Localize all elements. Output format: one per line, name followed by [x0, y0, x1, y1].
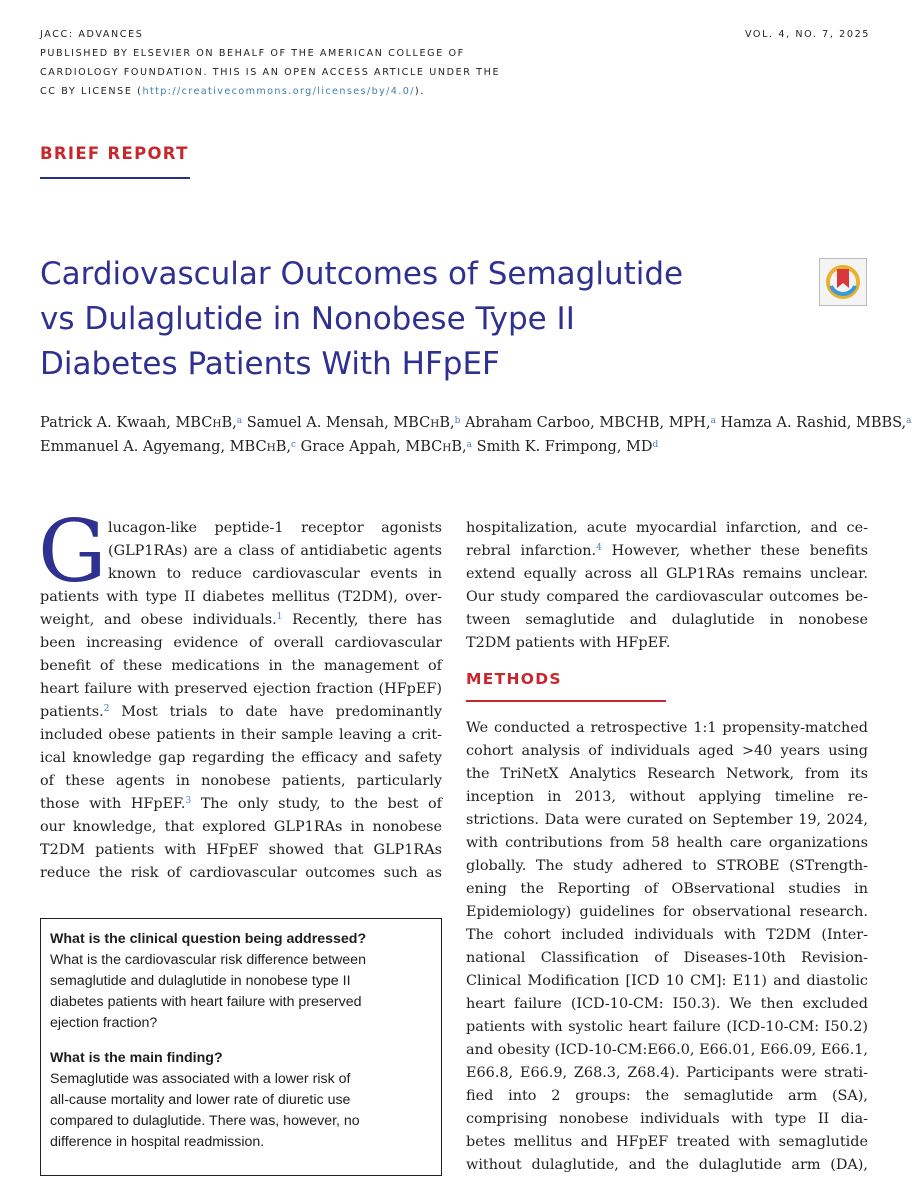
body-line: fied into 2 groups: the semaglutide arm (SA), [466, 1088, 868, 1104]
body-line: Clinical Modification [ICD 10 CM]: E11) and diastolic [466, 973, 868, 989]
box-answer-line: semaglutide and dulaglutide in nonobese type II [50, 973, 351, 989]
article-title [40, 252, 800, 387]
body-line: comprising nonobese individuals with type II dia- [466, 1111, 868, 1127]
body-line: E66.8, E66.9, Z68.3, Z68.4). Participants were strati- [466, 1065, 868, 1081]
body-line: those with HFpEF.$^3$ The only study, to the best of [40, 796, 443, 812]
body-line: lucagon-like peptide-1 receptor agonists [108, 520, 442, 536]
box-answer-line: all-cause mortality and lower rate of diuretic use [50, 1092, 351, 1108]
publisher-line: PUBLISHED BY ELSEVIER ON BEHALF OF THE AMERICAN COLLEGE OF [40, 48, 465, 59]
license-suffix: ). [414, 86, 425, 97]
body-line: strictions. Data were curated on September 19, 2024, [466, 812, 868, 828]
body-line: tween semaglutide and dulaglutide in nonobese [466, 612, 868, 628]
body-line: The cohort included individuals with T2DM (Inter- [466, 927, 868, 943]
methods-heading: METHODS [466, 670, 562, 688]
body-line: the TriNetX Analytics Research Network, from its [466, 766, 868, 782]
box-answer-line: What is the cardiovascular risk difference between [50, 952, 366, 968]
author: Emmanuel A. Agyemang, MBCHB,$^c$ [40, 439, 297, 455]
body-line: heart failure (ICD-10-CM: I50.3). We then excluded [466, 996, 868, 1012]
box-question: What is the main finding? [50, 1050, 223, 1066]
body-line: and obesity (ICD-10-CM:E66.0, E66.01, E66.09, E66.1, [466, 1042, 868, 1058]
author: Hamza A. Rashid, MBBS,$^a$ [720, 415, 912, 431]
citation[interactable]: 2 [103, 704, 110, 714]
publisher-line: CARDIOLOGY FOUNDATION. THIS IS AN OPEN ACCESS ARTICLE UNDER THE [40, 67, 501, 78]
body-line: ical knowledge gap regarding the efficacy and safety [40, 750, 442, 766]
body-line: (GLP1RAs) are a class of antidiabetic agents [108, 543, 442, 559]
article-type: BRIEF REPORT [40, 144, 189, 163]
title-line: Diabetes Patients With HFpEF [40, 346, 500, 382]
author-line [40, 436, 880, 460]
body-line: weight, and obese individuals.$^1$ Recently, there has [40, 612, 443, 628]
intro-continued [466, 517, 868, 655]
body-line: patients with systolic heart failure (ICD-10-CM: I50.2) [466, 1019, 868, 1035]
license-line [40, 82, 560, 101]
body-line: hospitalization, acute myocardial infarction, and ce- [466, 520, 868, 536]
body-line: betes mellitus and HFpEF treated with semaglutide [466, 1134, 868, 1150]
author: Patrick A. Kwaah, MBCHB,$^a$ [40, 415, 243, 431]
box-answer-line: Semaglutide was associated with a lower risk of [50, 1071, 351, 1087]
body-line: We conducted a retrospective 1:1 propensity-matched [466, 720, 868, 736]
body-line: T2DM patients with HFpEF showed that GLP1RAs [40, 842, 442, 858]
body-line: rebral infarction.$^4$ However, whether these benefits [466, 543, 868, 559]
body-line: patients with type II diabetes mellitus (T2DM), over- [40, 589, 442, 605]
box-answer-line: compared to dulaglutide. There was, however, no [50, 1113, 360, 1129]
body-line: with contributions from 58 health care organizations [466, 835, 868, 851]
citation[interactable]: 1 [276, 612, 283, 622]
body-line: T2DM patients with HFpEF. [466, 635, 671, 651]
box-question: What is the clinical question being addressed? [50, 931, 367, 947]
body-line: Our study compared the cardiovascular outcomes be- [466, 589, 868, 605]
box-answer [50, 950, 433, 1034]
body-line: been increasing evidence of overall cardiovascular [40, 635, 442, 651]
title-line: vs Dulaglutide in Nonobese Type II [40, 301, 575, 337]
body-line: inception in 2013, without applying timeline re- [466, 789, 868, 805]
box-answer-line: ejection fraction? [50, 1015, 158, 1031]
drop-cap: G [38, 502, 107, 602]
body-line: extend equally across all GLP1RAs remains unclear. [466, 566, 868, 582]
key-points-box [40, 918, 442, 1176]
author: Grace Appah, MBCHB,$^a$ [300, 439, 473, 455]
body-line: of these agents in nonobese patients, particularly [40, 773, 442, 789]
body-line: patients.$^2$ Most trials to date have predominantly [40, 704, 442, 720]
body-line: ening the Reporting of OBservational studies in [466, 881, 868, 897]
body-line: without dulaglutide, and the dulaglutide arm (DA), [466, 1157, 868, 1173]
citation[interactable]: 4 [596, 543, 602, 553]
intro-body [40, 586, 442, 885]
volume-info: VOL. 4, NO. 7, 2025 [744, 29, 870, 40]
license-prefix: CC BY LICENSE ( [40, 86, 143, 97]
body-line: cohort analysis of individuals aged >40 years using [466, 743, 868, 759]
section-divider [40, 177, 190, 179]
license-link[interactable]: http://creativecommons.org/licenses/by/4.0/ [142, 86, 415, 97]
methods-body [466, 717, 868, 1177]
author: Samuel A. Mensah, MBCHB,$^b$ [246, 415, 461, 431]
intro-indented [108, 517, 442, 586]
check-for-updates-badge[interactable] [819, 258, 867, 306]
body-line: globally. The study adhered to STROBE (STrength- [466, 858, 868, 874]
body-line: our knowledge, that explored GLP1RAs in nonobese [40, 819, 442, 835]
author-list [40, 412, 912, 460]
body-line: known to reduce cardiovascular events in [108, 566, 442, 582]
box-answer [50, 1069, 433, 1153]
section-divider [466, 700, 666, 702]
journal-name: JACC: ADVANCES [40, 29, 144, 40]
author: Smith K. Frimpong, $MD^d$ [476, 439, 659, 455]
citation[interactable]: 3 [185, 796, 192, 806]
body-line: benefit of these medications in the management of [40, 658, 442, 674]
bookmark-icon [820, 259, 866, 305]
box-answer-line: diabetes patients with heart failure with preserved [50, 994, 362, 1010]
body-line: Epidemiology) guidelines for observational research. [466, 904, 868, 920]
body-line: reduce the risk of cardiovascular outcomes such as [40, 865, 442, 881]
box-answer-line: difference in hospital readmission. [50, 1134, 265, 1150]
body-line: national Classification of Diseases-10th Revision- [466, 950, 868, 966]
author-line [40, 412, 912, 436]
body-line: included obese patients in their sample leaving a crit- [40, 727, 442, 743]
author: Abraham Carboo, MBCHB, MPH,$^a$ [465, 415, 716, 431]
journal-header [40, 25, 560, 101]
title-line: Cardiovascular Outcomes of Semaglutide [40, 256, 684, 292]
body-line: heart failure with preserved ejection fraction (HFpEF) [40, 681, 442, 697]
